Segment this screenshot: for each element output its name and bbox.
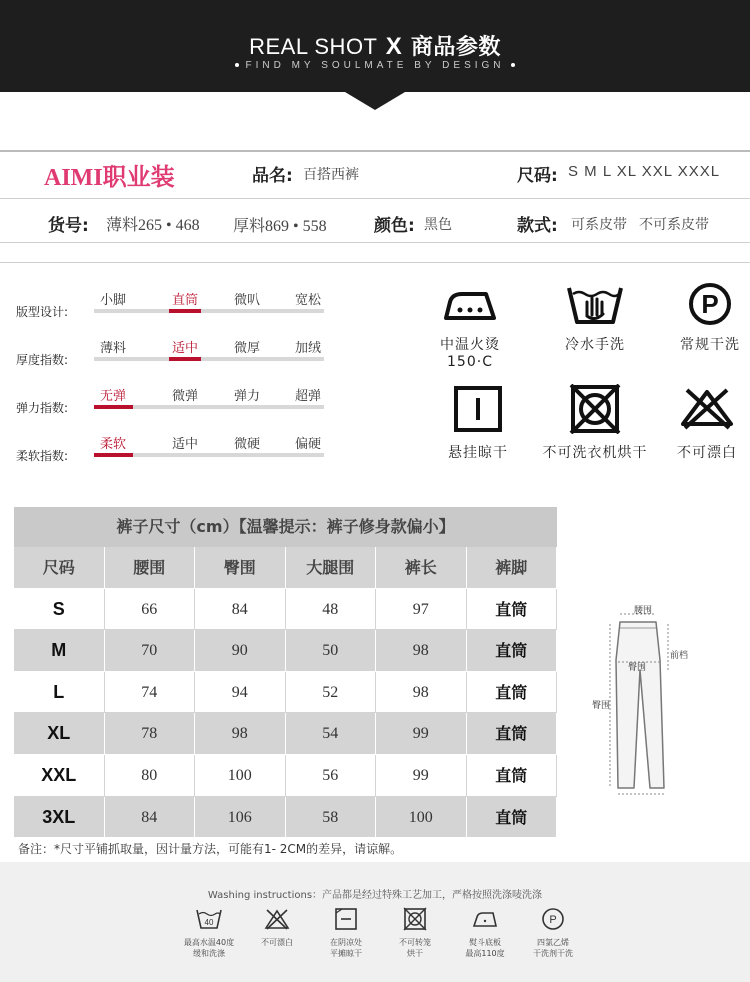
style-value-2: 不可系皮带 bbox=[639, 217, 709, 233]
footer-item-no-tumble bbox=[376, 907, 454, 959]
diagram-label-front-rise: 前档 bbox=[670, 651, 689, 661]
table-cell: 98 bbox=[195, 713, 286, 755]
color-label: 颜色: bbox=[374, 216, 415, 236]
care-label: 不可漂白 bbox=[677, 445, 737, 461]
no-bleach-icon bbox=[677, 384, 737, 434]
table-cell: 74 bbox=[105, 672, 196, 714]
size-cell: 3XL bbox=[14, 797, 105, 839]
dot-right-icon bbox=[511, 63, 515, 67]
table-header-cell: 臀围 bbox=[195, 547, 286, 589]
diagram-label-waist: 腰围 bbox=[634, 606, 653, 616]
attr-label: 柔软指数: bbox=[16, 449, 69, 463]
care-dry-clean bbox=[655, 282, 750, 354]
header-banner bbox=[0, 0, 750, 92]
attr-indicator bbox=[169, 357, 201, 361]
header-title-x: X bbox=[385, 33, 403, 60]
diagram-label-hip: 臀围 bbox=[628, 663, 647, 673]
hang-dry-icon bbox=[448, 384, 508, 434]
size-cell: XXL bbox=[14, 755, 105, 797]
care-no-tumble bbox=[529, 384, 661, 462]
attr-row-softness bbox=[0, 429, 340, 477]
table-cell: 90 bbox=[195, 630, 286, 672]
divider bbox=[0, 242, 750, 243]
header-title-cn: 商品参数 bbox=[410, 35, 501, 60]
attr-option: 无弹 bbox=[99, 389, 126, 404]
product-name-value: 百搭西裤 bbox=[303, 167, 359, 183]
table-cell: 直筒 bbox=[467, 755, 558, 797]
attr-option: 超弹 bbox=[294, 389, 321, 404]
attr-track bbox=[94, 309, 324, 313]
style-label: 款式: bbox=[517, 216, 558, 236]
wash-temp-badge: 40 bbox=[204, 918, 214, 927]
care-label: 中温火烫 150·C bbox=[440, 337, 500, 370]
care-hand-wash bbox=[540, 282, 650, 354]
table-row bbox=[14, 713, 557, 755]
attr-track bbox=[94, 357, 324, 361]
attr-option: 柔软 bbox=[99, 437, 126, 452]
table-row bbox=[14, 630, 557, 672]
table-cell: 54 bbox=[286, 713, 377, 755]
header-title bbox=[0, 30, 750, 61]
no-tumble-small-icon bbox=[401, 907, 429, 931]
table-cell: 直筒 bbox=[467, 589, 558, 631]
table-cell: 直筒 bbox=[467, 672, 558, 714]
attr-label: 版型设计: bbox=[16, 305, 69, 319]
footer-item-iron bbox=[446, 907, 524, 959]
footer-label-line2: 干洗剂干洗 bbox=[533, 949, 573, 958]
footer-label-line1: 熨斗底板 bbox=[469, 938, 501, 947]
attr-option: 薄料 bbox=[99, 341, 126, 356]
table-cell: 80 bbox=[105, 755, 196, 797]
table-cell: 52 bbox=[286, 672, 377, 714]
attr-option: 弹力 bbox=[233, 389, 260, 404]
footer-item-label bbox=[446, 937, 524, 959]
attr-option: 直筒 bbox=[171, 293, 198, 308]
hand-wash-icon bbox=[565, 282, 625, 326]
care-hang-dry bbox=[423, 384, 533, 462]
attr-option: 微叭 bbox=[233, 293, 260, 308]
svg-text:P: P bbox=[701, 289, 719, 319]
footer-item-label bbox=[514, 937, 592, 959]
footer-title: Washing instructions：产品都是经过特殊工艺加工，严格按照洗涤唛洗涤 bbox=[207, 890, 543, 901]
svg-text:P: P bbox=[549, 914, 557, 926]
table-header-cell: 腰围 bbox=[105, 547, 196, 589]
header-subtitle bbox=[0, 60, 750, 71]
attr-option: 微厚 bbox=[233, 341, 260, 356]
table-header-cell: 裤长 bbox=[376, 547, 467, 589]
no-tumble-dry-icon bbox=[565, 384, 625, 434]
attr-indicator bbox=[94, 453, 133, 457]
table-cell: 58 bbox=[286, 797, 377, 839]
attr-option: 微弹 bbox=[171, 389, 198, 404]
footer-item-label bbox=[170, 937, 248, 959]
table-cell: 106 bbox=[195, 797, 286, 839]
size-table-title: 裤子尺寸（cm）【温馨提示：裤子修身款偏小】 bbox=[14, 507, 557, 547]
attr-row-fit bbox=[0, 285, 340, 333]
size-value: S M L XL XXL XXXL bbox=[568, 163, 721, 180]
table-cell: 56 bbox=[286, 755, 377, 797]
footer-item-shade-dry bbox=[307, 907, 385, 959]
care-label: 不可洗衣机烘干 bbox=[542, 445, 648, 461]
attr-option: 适中 bbox=[171, 437, 198, 452]
table-cell: 50 bbox=[286, 630, 377, 672]
attr-indicator bbox=[94, 405, 133, 409]
table-cell: 98 bbox=[376, 630, 467, 672]
care-label: 悬挂晾干 bbox=[448, 445, 508, 461]
dry-clean-p-icon bbox=[680, 282, 740, 326]
sku-label: 货号: bbox=[48, 216, 89, 236]
table-cell: 48 bbox=[286, 589, 377, 631]
attr-row-thickness bbox=[0, 333, 340, 381]
sku-thin: 薄料265 • 468 bbox=[106, 217, 200, 234]
attr-row-elasticity bbox=[0, 381, 340, 429]
table-cell: 直筒 bbox=[467, 630, 558, 672]
footer-item-label bbox=[307, 937, 385, 959]
dry-clean-small-icon bbox=[539, 907, 567, 931]
size-cell: XL bbox=[14, 713, 105, 755]
size-cell: L bbox=[14, 672, 105, 714]
table-cell: 99 bbox=[376, 713, 467, 755]
size-cell: M bbox=[14, 630, 105, 672]
table-cell: 99 bbox=[376, 755, 467, 797]
table-row bbox=[14, 755, 557, 797]
attr-option: 微硬 bbox=[233, 437, 260, 452]
iron-icon bbox=[440, 282, 500, 326]
size-note: 备注：*尺寸平铺抓取量，因计量方法，可能有1- 2CM的差异，请谅解。 bbox=[18, 842, 403, 856]
table-cell: 97 bbox=[376, 589, 467, 631]
table-header-cell: 大腿围 bbox=[286, 547, 377, 589]
divider bbox=[0, 198, 750, 199]
size-cell: S bbox=[14, 589, 105, 631]
color-value: 黑色 bbox=[424, 217, 452, 233]
attr-label: 厚度指数: bbox=[16, 353, 69, 367]
attr-indicator bbox=[169, 309, 201, 313]
wash-40-icon bbox=[195, 907, 223, 931]
table-header-row bbox=[14, 547, 557, 589]
header-notch bbox=[345, 92, 405, 110]
footer-wash-panel bbox=[0, 862, 750, 982]
footer-item-wash-40 bbox=[170, 907, 248, 959]
product-name-label: 品名: bbox=[252, 166, 293, 186]
footer-item-dry-clean bbox=[514, 907, 592, 959]
footer-item-label bbox=[238, 937, 316, 948]
table-header-cell: 裤脚 bbox=[467, 547, 558, 589]
table-cell: 98 bbox=[376, 672, 467, 714]
attr-track bbox=[94, 405, 324, 409]
attr-label: 弹力指数: bbox=[16, 401, 69, 415]
header-title-en: REAL SHOT bbox=[249, 34, 378, 59]
dot-left-icon bbox=[235, 63, 239, 67]
brand-name: AIMI职业装 bbox=[44, 165, 175, 191]
table-cell: 直筒 bbox=[467, 797, 558, 839]
table-cell: 66 bbox=[105, 589, 196, 631]
table-cell: 直筒 bbox=[467, 713, 558, 755]
footer-label-line1: 不可漂白 bbox=[261, 938, 293, 947]
footer-item-label bbox=[376, 937, 454, 959]
care-label: 冷水手洗 bbox=[565, 337, 625, 353]
attr-option: 加绒 bbox=[294, 341, 321, 356]
table-header-cell: 尺码 bbox=[14, 547, 105, 589]
table-cell: 94 bbox=[195, 672, 286, 714]
table-cell: 100 bbox=[195, 755, 286, 797]
care-label: 常规干洗 bbox=[680, 337, 740, 353]
footer-label-line2: 缓和洗涤 bbox=[193, 949, 225, 958]
footer-label-line1: 在阴凉处 bbox=[330, 938, 362, 947]
table-cell: 84 bbox=[195, 589, 286, 631]
attr-option: 偏硬 bbox=[294, 437, 321, 452]
footer-label-line2: 烘干 bbox=[407, 949, 423, 958]
attr-option: 小脚 bbox=[99, 293, 126, 308]
table-cell: 78 bbox=[105, 713, 196, 755]
footer-item-no-bleach bbox=[238, 907, 316, 948]
footer-label-line1: 最高水温40度 bbox=[183, 938, 235, 947]
table-row bbox=[14, 797, 557, 839]
attr-option: 适中 bbox=[171, 341, 198, 356]
attr-track bbox=[94, 453, 324, 457]
no-bleach-small-icon bbox=[263, 907, 291, 931]
attr-option: 宽松 bbox=[294, 293, 321, 308]
footer-label-line1: 不可转笼 bbox=[399, 938, 431, 947]
table-cell: 100 bbox=[376, 797, 467, 839]
care-no-bleach bbox=[652, 384, 750, 462]
iron-small-icon bbox=[471, 907, 499, 931]
footer-label-line2: 平摊晾干 bbox=[330, 949, 362, 958]
table-cell: 70 bbox=[105, 630, 196, 672]
table-row bbox=[14, 589, 557, 631]
shade-dry-icon bbox=[332, 907, 360, 931]
pants-measure-diagram bbox=[590, 600, 700, 800]
divider bbox=[0, 150, 750, 152]
size-label: 尺码: bbox=[517, 166, 558, 186]
size-table-body bbox=[14, 589, 557, 839]
footer-label-line2: 最高110度 bbox=[465, 949, 505, 958]
divider bbox=[0, 262, 750, 263]
size-table bbox=[14, 507, 557, 838]
footer-label-line1: 四氯乙烯 bbox=[537, 938, 569, 947]
sku-thick: 厚料869 • 558 bbox=[233, 218, 327, 235]
table-row bbox=[14, 672, 557, 714]
header-subtitle-text: FIND MY SOULMATE BY DESIGN bbox=[245, 60, 505, 71]
table-cell: 84 bbox=[105, 797, 196, 839]
diagram-label-length: 臀围 bbox=[592, 701, 611, 711]
style-value-1: 可系皮带 bbox=[571, 217, 627, 233]
care-iron bbox=[415, 282, 525, 370]
